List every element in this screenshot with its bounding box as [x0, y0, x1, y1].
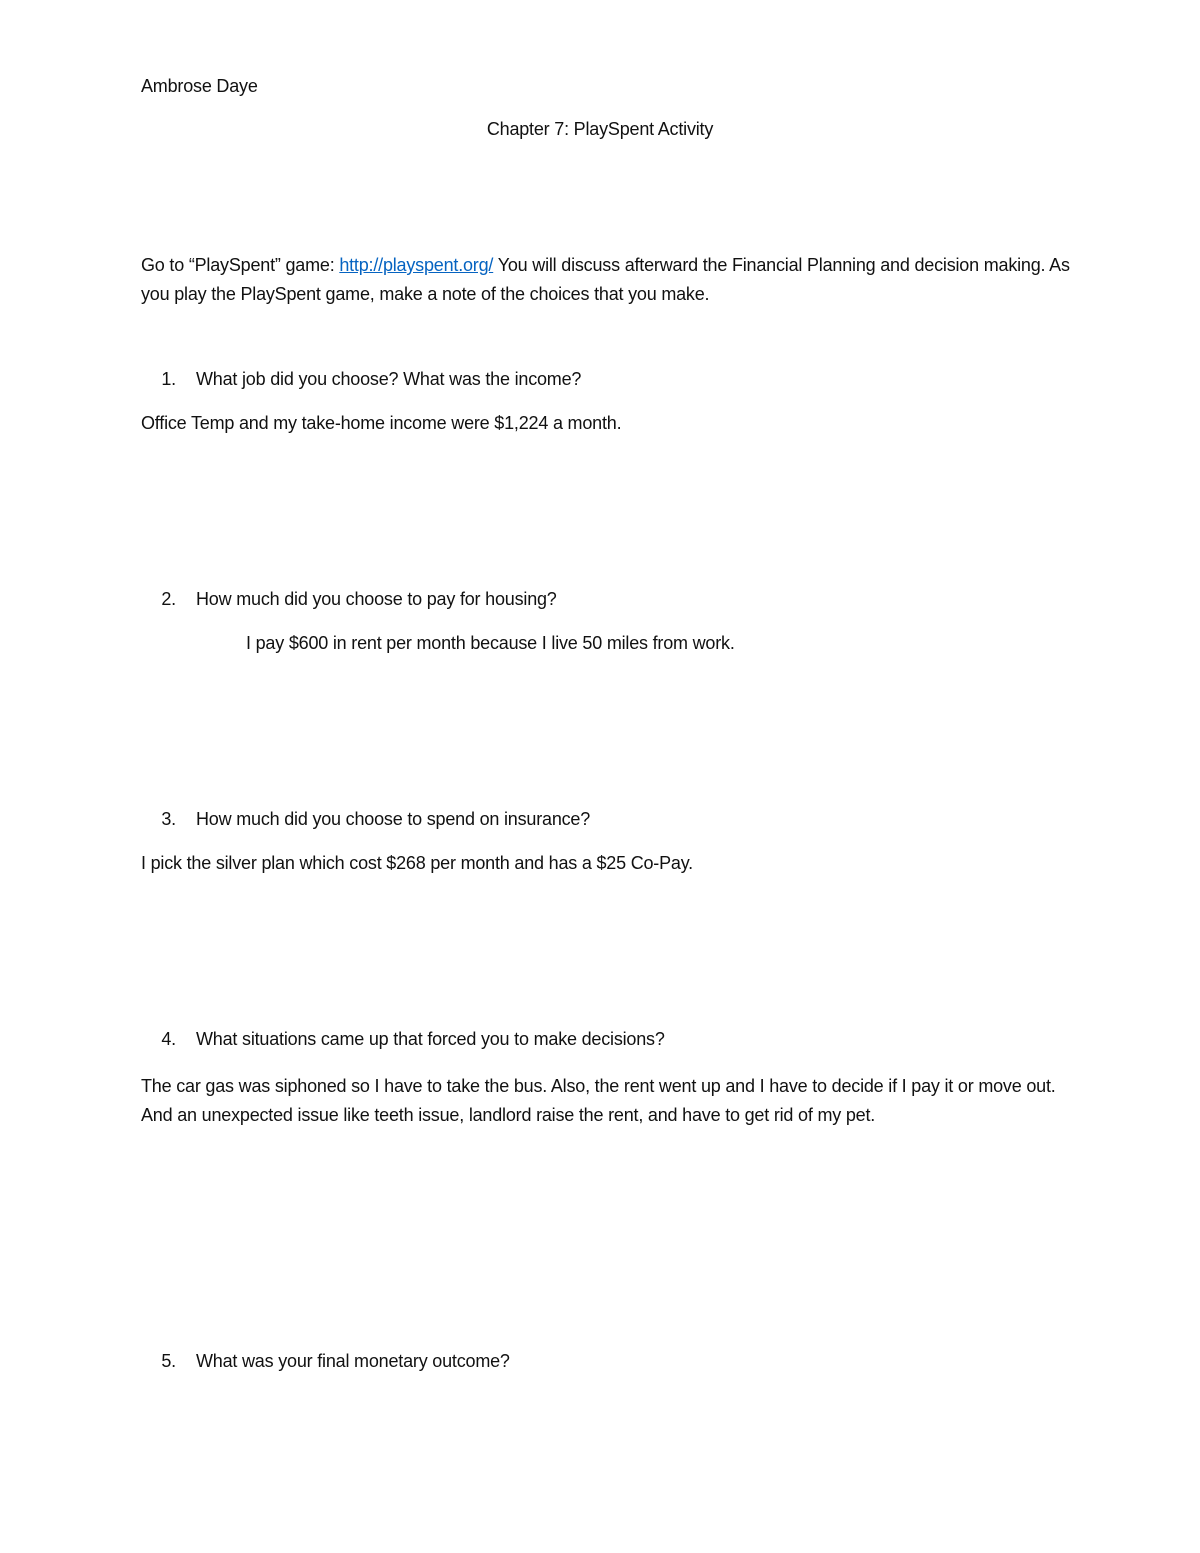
- question-5: [141, 1350, 510, 1372]
- playspent-link[interactable]: http://playspent.org/: [339, 255, 494, 275]
- question-number: 5.: [161, 1351, 176, 1371]
- question-number: 2.: [161, 589, 176, 609]
- question-number: 4.: [161, 1029, 176, 1049]
- answer-3: I pick the silver plan which cost $268 per month and has a $25 Co-Pay.: [141, 853, 693, 873]
- intro-prefix: Go to “PlaySpent” game:: [141, 255, 340, 275]
- question-4: [141, 1028, 665, 1050]
- question-text: What job did you choose? What was the income?: [196, 369, 582, 389]
- question-number: 1.: [161, 369, 176, 389]
- question-3: [141, 808, 590, 830]
- question-text: How much did you choose to pay for housing?: [196, 589, 557, 609]
- answer-1: Office Temp and my take-home income were $1,224 a month.: [141, 413, 622, 433]
- question-text: How much did you choose to spend on insurance?: [196, 809, 591, 829]
- question-text: What situations came up that forced you to make decisions?: [196, 1029, 665, 1049]
- answer-4: The car gas was siphoned so I have to take the bus. Also, the rent went up and I have to decide if I pay it or move out. And an unexpected issue like teeth issue, landlord raise the rent, and have to get rid of my pet.: [141, 1076, 1056, 1125]
- document-title: Chapter 7: PlaySpent Activity: [486, 119, 714, 139]
- question-1: [141, 368, 581, 390]
- author-name: Ambrose Daye: [141, 76, 258, 96]
- intro-paragraph: [141, 251, 1071, 309]
- question-2: [141, 588, 557, 610]
- intro-suffix: You will discuss afterward the Financial Planning and decision making. As you play the PlaySpent game, make a note of the choices that you make.: [141, 255, 1070, 304]
- question-number: 3.: [161, 809, 176, 829]
- answer-2: I pay $600 in rent per month because I live 50 miles from work.: [246, 633, 735, 653]
- question-text: What was your final monetary outcome?: [196, 1351, 510, 1371]
